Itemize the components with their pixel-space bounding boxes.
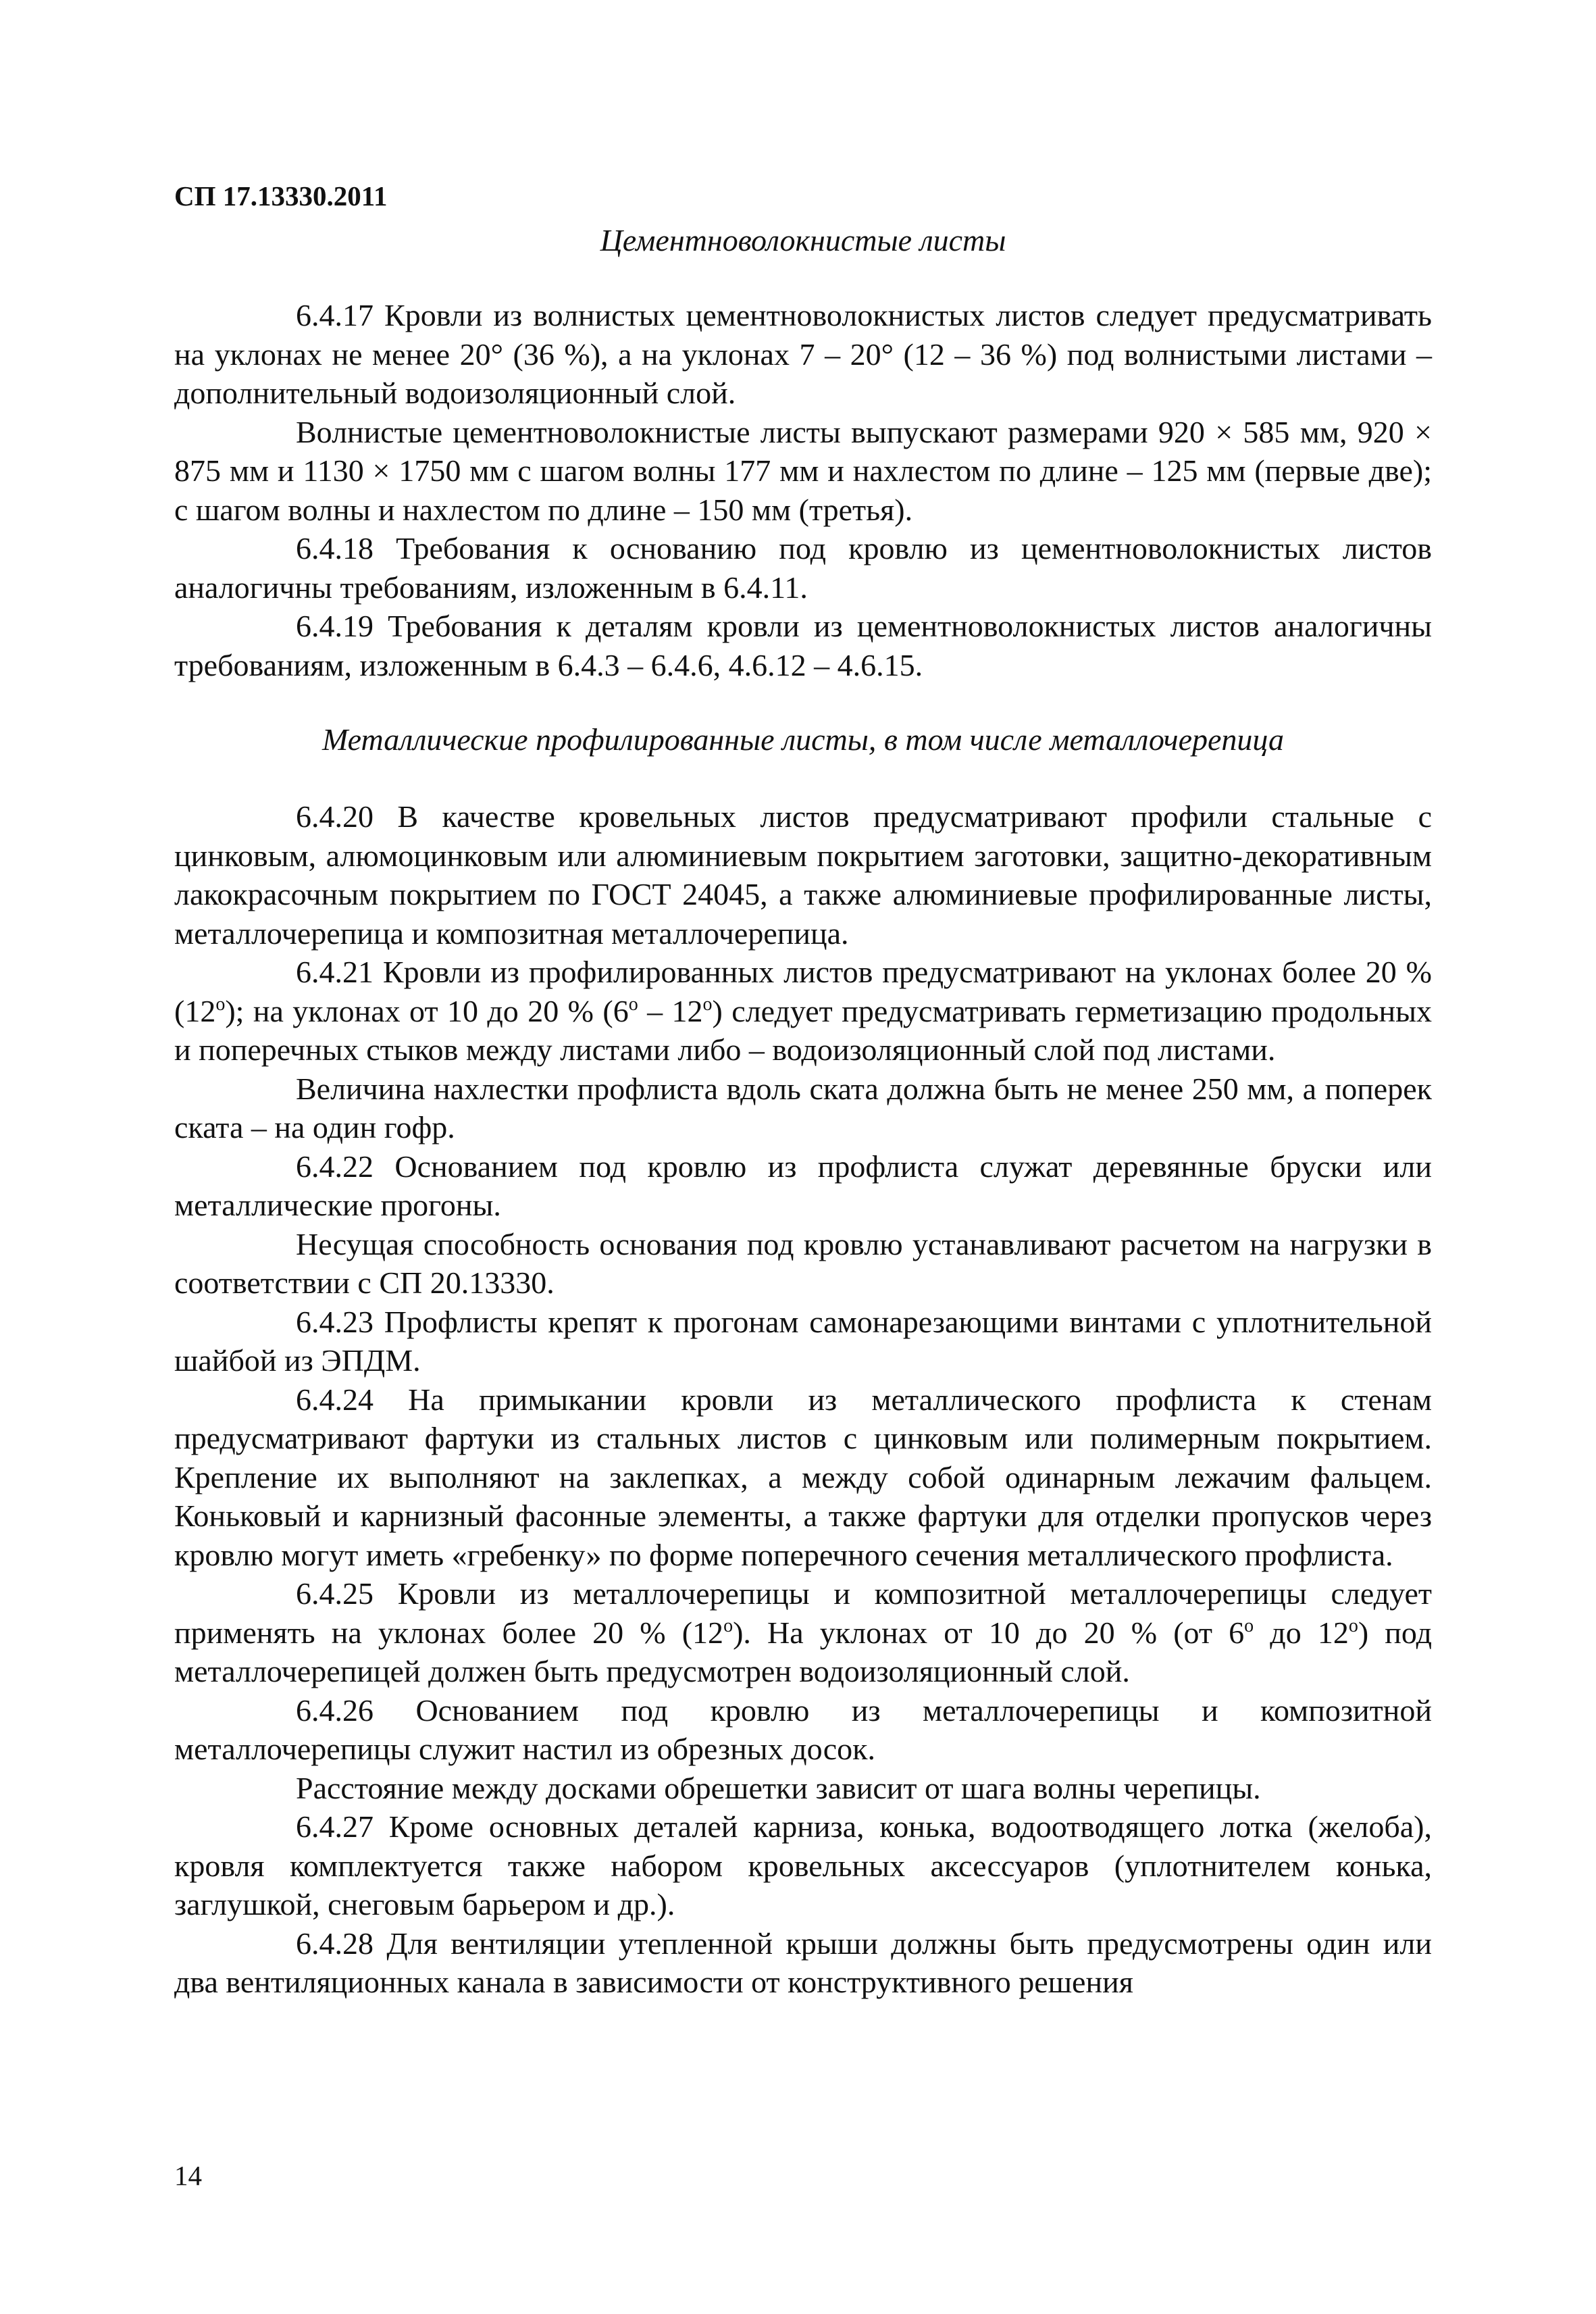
paragraph-6-4-25 bbox=[174, 1574, 1432, 1691]
paragraph-6-4-25-part: 6.4.25 Кровли из металлочерепицы и композитной металлочерепицы следует применять на уклонах более 20 % (12 bbox=[174, 1576, 1432, 1650]
paragraph-6-4-25-part: ). На уклонах от 10 до 20 % (от 6 bbox=[733, 1615, 1245, 1650]
paragraph-overlap-length: Величина нахлестки профлиста вдоль ската должна быть не менее 250 мм, а поперек ската – на один гофр. bbox=[174, 1071, 1432, 1145]
degree-superscript: о bbox=[1348, 1615, 1358, 1636]
document-code-header: СП 17.13330.2011 bbox=[174, 180, 388, 211]
degree-superscript: о bbox=[215, 993, 226, 1015]
paragraph-6-4-21-part: ) следует предусматривать герметизацию продольных и поперечных стыков между листами либо – водоизоляционный слой под листами. bbox=[174, 993, 1432, 1067]
paragraph-6-4-25-part: до 12 bbox=[1254, 1615, 1349, 1650]
paragraph-6-4-21 bbox=[174, 953, 1432, 1070]
paragraph-6-4-18: 6.4.18 Требования к основанию под кровлю из цементноволокнистых листов аналогичны требованиям, изложенным в 6.4.11. bbox=[174, 531, 1432, 605]
paragraph-6-4-17: 6.4.17 Кровли из волнистых цементноволокнистых листов следует предусматривать на уклонах не менее 20° (36 %), а на уклонах 7 – 20° (12 – 36 %) под волнистыми листами – дополнительный водоизоляционный слой. bbox=[174, 298, 1432, 410]
section-title-metal-profiled-sheets: Металлические профилированные листы, в том числе металлочерепица bbox=[322, 722, 1284, 757]
paragraph-6-4-27: 6.4.27 Кроме основных деталей карниза, конька, водоотводящего лотка (желоба), кровля комплектуется также набором кровельных аксессуаров (уплотнителем конька, заглушкой, снеговым барьером и др.). bbox=[174, 1809, 1432, 1921]
paragraph-6-4-24: 6.4.24 На примыкании кровли из металлического профлиста к стенам предусматривают фартуки из стальных листов с цинковым или полимерным покрытием. Крепление их выполняют на заклепках, а между собой одинарным лежачим фальцем. Коньковый и карнизный фасонные элементы, а также фартуки для отделки пропусков через кровлю могут иметь «гребенку» по форме поперечного сечения металлического профлиста. bbox=[174, 1382, 1432, 1572]
document-page bbox=[174, 177, 1432, 2002]
paragraph-6-4-28: 6.4.28 Для вентиляции утепленной крыши должны быть предусмотрены один или два вентиляционных канала в зависимости от конструктивного решения bbox=[174, 1926, 1432, 1999]
paragraph-6-4-23: 6.4.23 Профлисты крепят к прогонам самонарезающими винтами с уплотнительной шайбой из ЭПДМ. bbox=[174, 1304, 1432, 1378]
paragraph-batten-spacing: Расстояние между досками обрешетки зависит от шага волны черепицы. bbox=[296, 1770, 1261, 1805]
degree-superscript: о bbox=[723, 1615, 733, 1636]
paragraph-6-4-21-part: – 12 bbox=[638, 993, 703, 1028]
paragraph-6-4-22: 6.4.22 Основанием под кровлю из профлиста служат деревянные бруски или металлические прогоны. bbox=[174, 1149, 1432, 1222]
paragraph-6-4-21-part: 6.4.21 Кровли из профилированных листов предусматривают на уклонах более 20 % (12 bbox=[174, 955, 1432, 1028]
page-number: 14 bbox=[174, 2160, 202, 2191]
paragraph-bearing-capacity: Несущая способность основания под кровлю устанавливают расчетом на нагрузки в соответствии с СП 20.13330. bbox=[174, 1226, 1432, 1300]
degree-superscript: о bbox=[702, 993, 713, 1015]
paragraph-6-4-21-part: ); на уклонах от 10 до 20 % (6 bbox=[225, 993, 629, 1028]
paragraph-6-4-25-part: ) под металлочерепицей должен быть предусмотрен водоизоляционный слой. bbox=[174, 1615, 1432, 1688]
degree-superscript: о bbox=[1244, 1615, 1254, 1636]
section-title-fiber-cement: Цементноволокнистые листы bbox=[600, 223, 1006, 257]
degree-superscript: о bbox=[628, 993, 638, 1015]
paragraph-wavy-sheets-sizes: Волнистые цементноволокнистые листы выпускают размерами 920 × 585 мм, 920 × 875 мм и 1130 × 1750 мм с шагом волны 177 мм и нахлестом по длине – 125 мм (первые две); с шагом волны и нахлестом по длине – 150 мм (третья). bbox=[174, 414, 1432, 527]
paragraph-6-4-26: 6.4.26 Основанием под кровлю из металлочерепицы и композитной металлочерепицы служит настил из обрезных досок. bbox=[174, 1692, 1432, 1766]
paragraph-6-4-19: 6.4.19 Требования к деталям кровли из цементноволокнистых листов аналогичны требованиям, изложенным в 6.4.3 – 6.4.6, 4.6.12 – 4.6.15. bbox=[174, 609, 1432, 682]
paragraph-6-4-20: 6.4.20 В качестве кровельных листов предусматривают профили стальные с цинковым, алюмоцинковым или алюминиевым покрытием заготовки, защитно-декоративным лакокрасочным покрытием по ГОСТ 24045, а также алюминиевые профилированные листы, металлочерепица и композитная металлочерепица. bbox=[174, 799, 1432, 951]
